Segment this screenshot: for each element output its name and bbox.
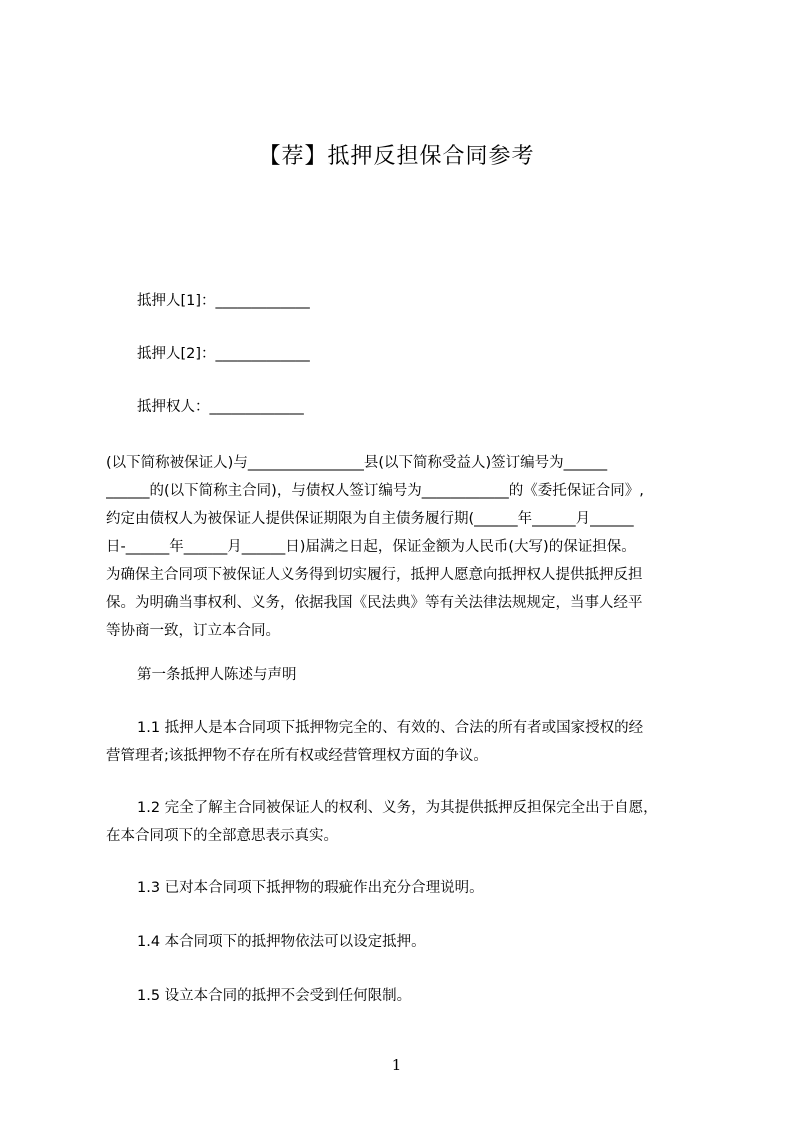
intro-line: 约定由债权人为被保证人提供保证期限为自主债务履行期(______年______月______ xyxy=(106,511,634,527)
party-mortgagor-2: 抵押人[2]：_____________ xyxy=(137,346,310,362)
clause-line: 在本合同项下的全部意思表示真实。 xyxy=(106,828,338,844)
intro-line: 等协商一致，订立本合同。 xyxy=(106,623,280,639)
intro-paragraph xyxy=(106,449,704,645)
clause-1-5 xyxy=(106,982,706,1010)
intro-line: 保。为明确当事权利、义务，依据我国《民法典》等有关法律法规规定，当事人经平 xyxy=(106,595,643,611)
clause-line: 1.2 完全了解主合同被保证人的权利、义务，为其提供抵押反担保完全出于自愿， xyxy=(137,800,658,816)
clause-1-3 xyxy=(106,874,706,902)
clause-1-1 xyxy=(106,714,706,770)
party-mortgagor-1: 抵押人[1]：_____________ xyxy=(137,293,310,309)
intro-line: (以下简称被保证人)与________________县(以下简称受益人)签订编号为______ xyxy=(106,455,608,471)
clause-1-2 xyxy=(106,794,706,850)
article-1-heading: 第一条抵押人陈述与声明 xyxy=(137,667,297,683)
clause-1-4 xyxy=(106,928,706,956)
clause-line: 1.5 设立本合同的抵押不会受到任何限制。 xyxy=(137,988,412,1004)
clause-line: 1.3 已对本合同项下抵押物的瑕疵作出充分合理说明。 xyxy=(137,880,484,896)
page-number: 1 xyxy=(391,1056,402,1074)
document-title: 【荐】抵押反担保合同参考 xyxy=(258,144,535,169)
intro-line: ______的(以下简称主合同)，与债权人签订编号为____________的《委托保证合同》, xyxy=(106,483,644,499)
intro-line: 为确保主合同项下被保证人义务得到切实履行，抵押人愿意向抵押权人提供抵押反担 xyxy=(106,567,643,583)
clause-line: 1.1 抵押人是本合同项下抵押物完全的、有效的、合法的所有者或国家授权的经 xyxy=(137,720,644,736)
clause-line: 1.4 本合同项下的抵押物依法可以设定抵押。 xyxy=(137,934,426,950)
clause-line: 营管理者;该抵押物不存在所有权或经营管理权方面的争议。 xyxy=(106,748,488,764)
party-mortgagee: 抵押权人：_____________ xyxy=(137,399,304,415)
intro-line: 日-______年______月______日)届满之日起，保证金额为人民币(大写)的保证担保。 xyxy=(106,539,636,555)
